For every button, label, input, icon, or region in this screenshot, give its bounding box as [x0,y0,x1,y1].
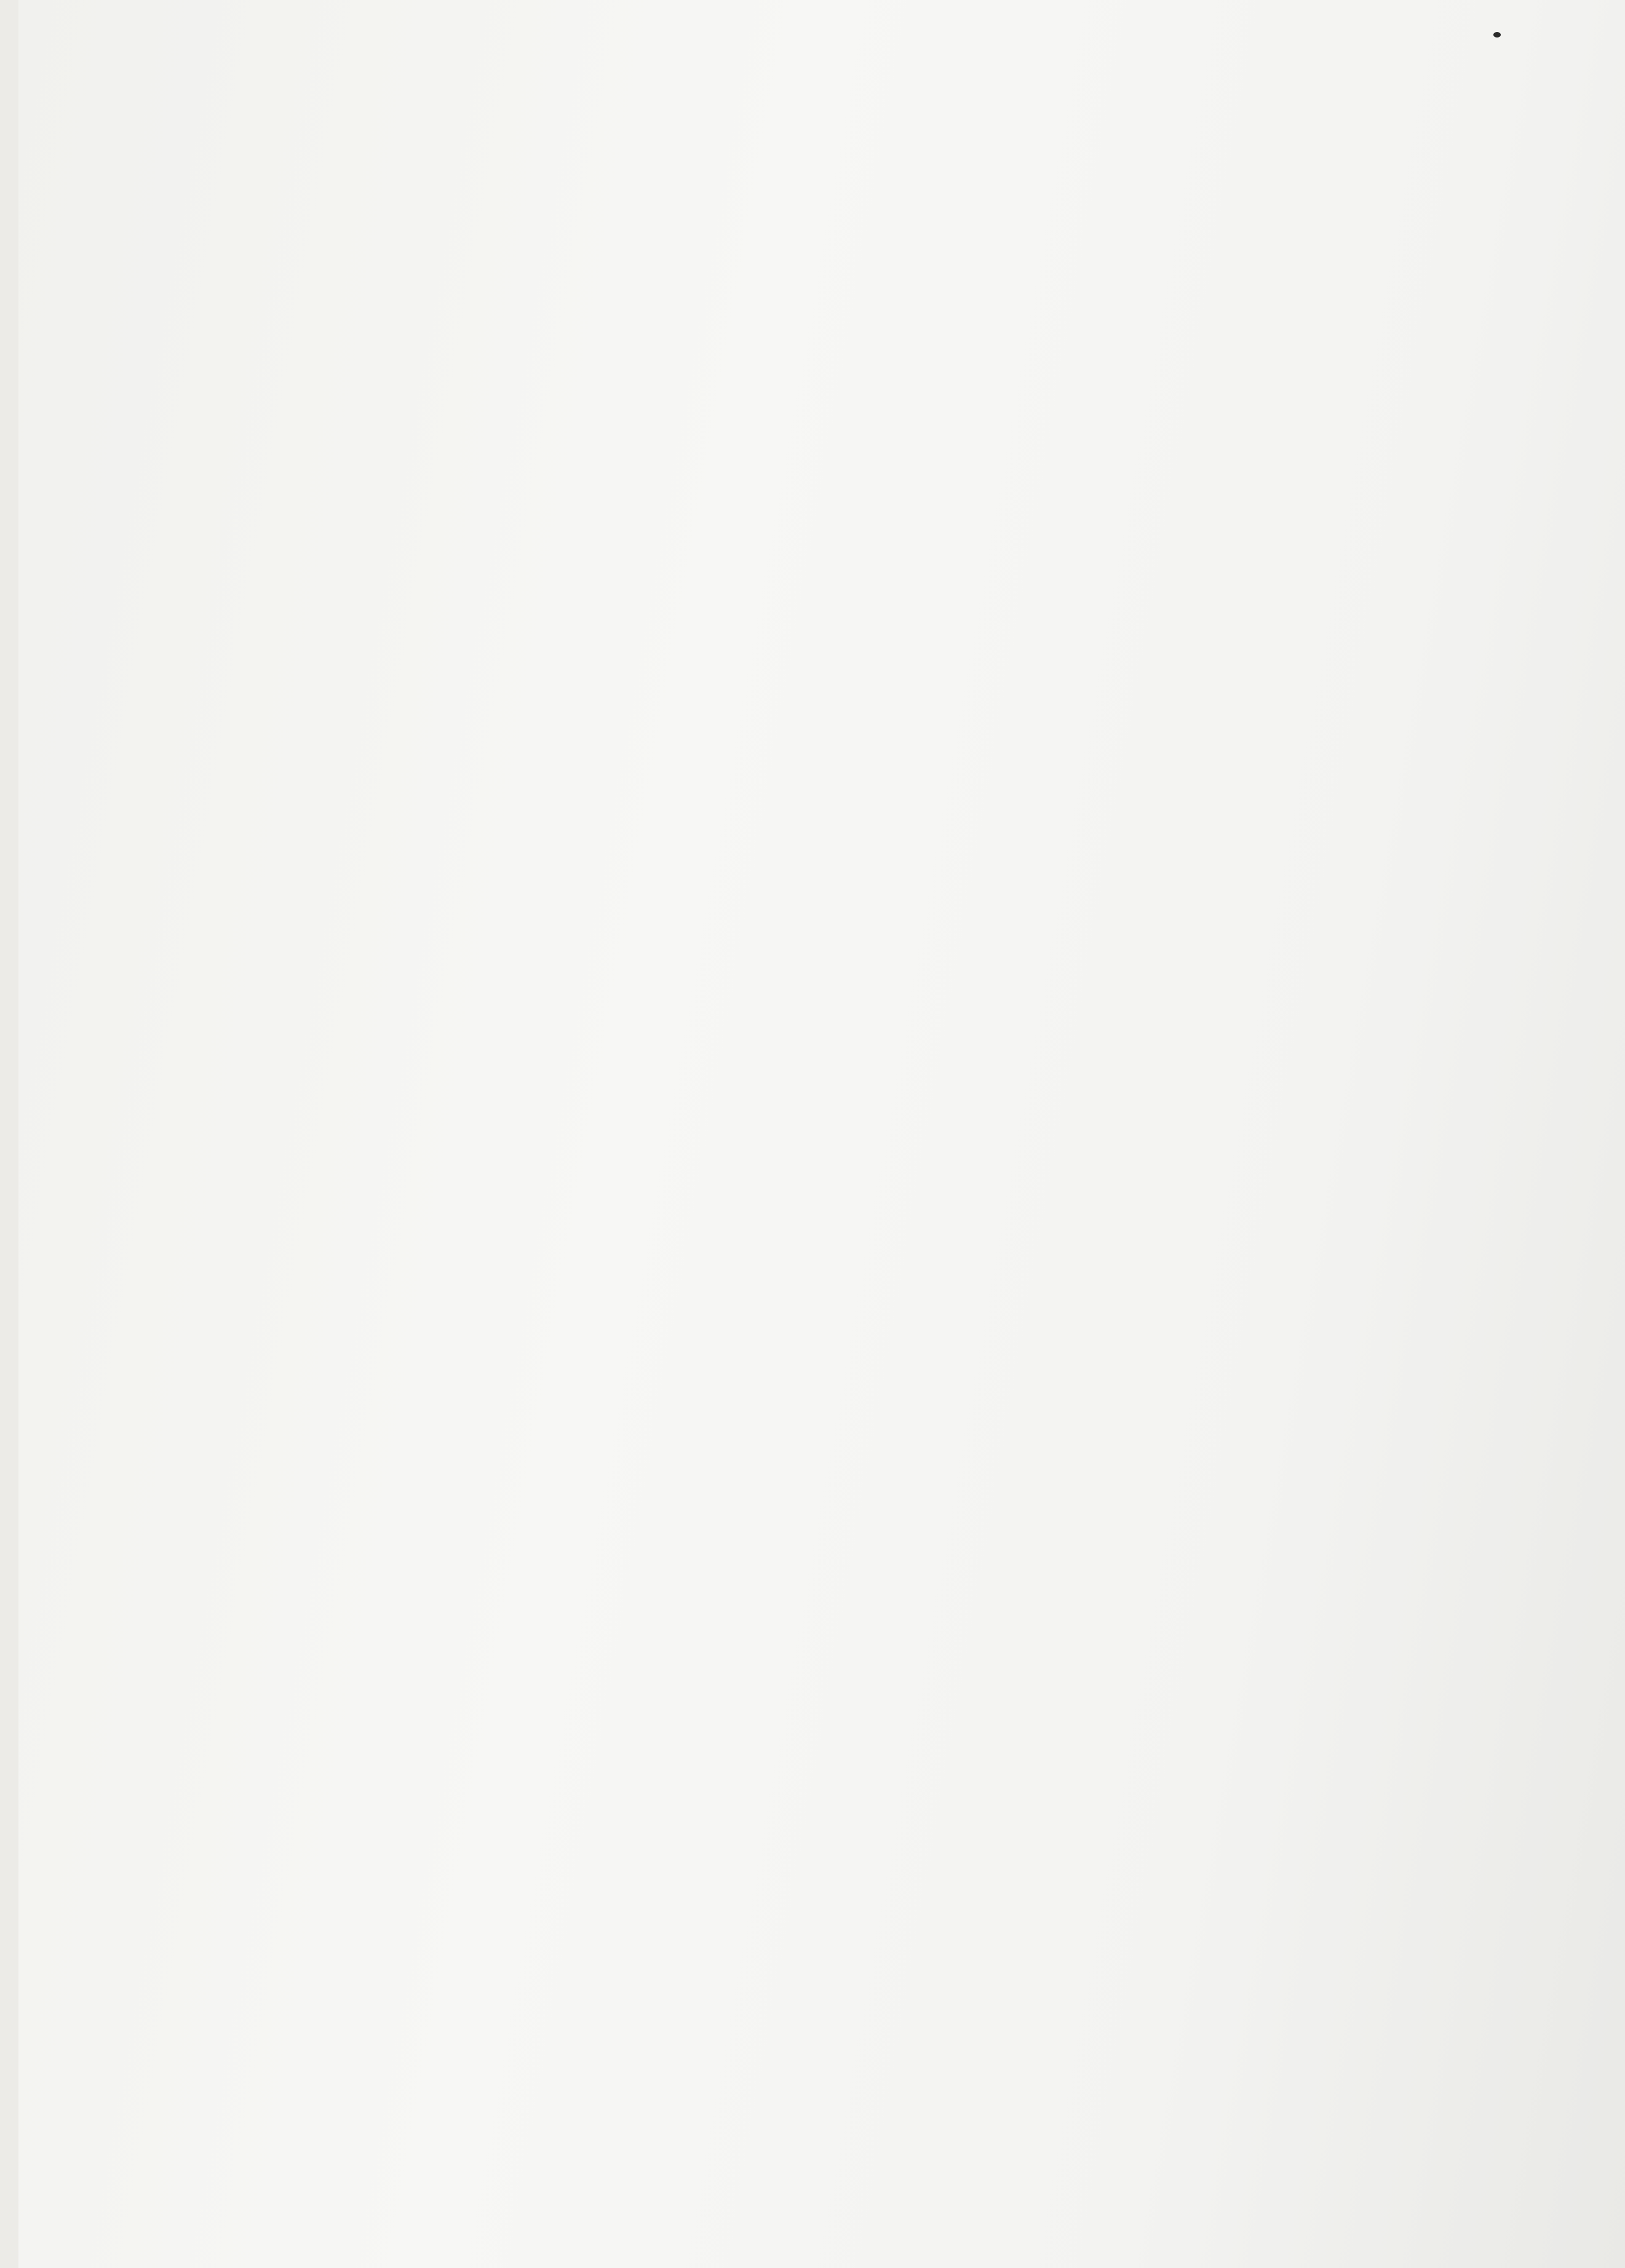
document-page [18,0,1625,2268]
ink-speck [1493,32,1501,38]
